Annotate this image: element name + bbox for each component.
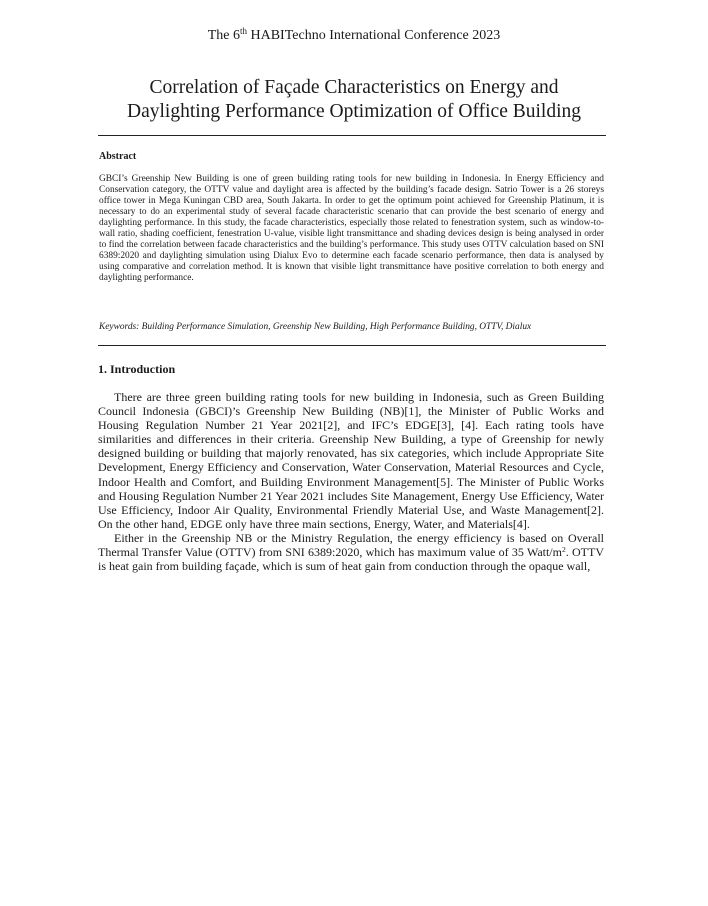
introduction-paragraph-2	[98, 531, 604, 573]
title-divider	[98, 135, 606, 136]
keywords-line: Keywords: Building Performance Simulation, Greenship New Building, High Performance Building, OTTV, Dialux	[99, 322, 532, 332]
paragraph-2-text-end: . OTTV is heat gain from building façade, which is sum of heat gain from conduction through the opaque wall,	[98, 545, 604, 574]
conference-name-rest: HABITechno International Conference 2023	[247, 28, 501, 43]
paragraph-2-text-start: Either in the Greenship NB or the Ministry Regulation, the energy efficiency is based on Overall Thermal Transfer Value (OTTV) from SNI 6389:2020, which has maximum value of 35 Watt/m	[98, 530, 604, 560]
introduction-body	[98, 390, 604, 573]
introduction-heading: 1. Introduction	[98, 362, 176, 376]
unit-superscript: 2	[561, 545, 566, 555]
abstract-heading: Abstract	[99, 151, 137, 162]
paper-title-line-1: Correlation of Façade Characteristics on Energy and	[149, 77, 559, 98]
conference-ordinal-superscript: th	[239, 26, 247, 36]
abstract-divider	[98, 345, 606, 346]
paper-title	[60, 76, 648, 124]
abstract-text: GBCI’s Greenship New Building is one of green building rating tools for new building in Indonesia. In Energy Efficiency and Conservation category, the OTTV value and daylight area is affected by the building’s facade design. Satrio Tower is a 26 storeys office tower in Mega Kuningan CBD area, South Jakarta. In order to get the optimum point achieved for Greenship Platinum, it is necessary to do an experimental study of several facade characteristic scenario that can provide the best scenario of energy and daylighting performance. In this study, the facade characteristics, especially those related to fenestration system, such as window-to-wall ratio, shading coefficient, fenestration U-value, visible light transmittance and shading devices design is being analysed in order to find the correlation between facade characteristics and the building’s performance. This study uses OTTV calculation based on SNI 6389:2020 and daylighting simulation using Dialux Evo to determine each facade scenario performance, then data is analysed by using comparative and correlation method. It is known that visible light transmittance have positive correlation to both energy and daylighting performance.	[99, 174, 604, 284]
introduction-paragraph-1: There are three green building rating tools for new building in Indonesia, such as Green Building Council Indonesia (GBCI)’s Greenship New Building (NB)[1], the Minister of Public Works and Housing Regulation Number 21 Year 2021[2], and IFC’s EDGE[3], [4]. Each rating tools have similarities and differences in their criteria. Greenship New Building, a type of Greenship for newly designed building or building that majorly renovated, has six categories, which include Appropriate Site Development, Energy Efficiency and Conservation, Water Conservation, Material Resources and Cycle, Indoor Health and Comfort, and Building Environment Management[5]. The Minister of Public Works and Housing Regulation Number 21 Year 2021 includes Site Management, Energy Use Efficiency, Water Use Efficiency, Indoor Air Quality, Environmental Friendly Material Use, and Waste Management[2]. On the other hand, EDGE only have three main sections, Energy, Water, and Materials[4].	[98, 390, 604, 531]
conference-name-prefix: The 6	[207, 28, 240, 43]
paper-title-line-2: Daylighting Performance Optimization of Office Building	[127, 101, 581, 122]
conference-header	[0, 27, 708, 45]
